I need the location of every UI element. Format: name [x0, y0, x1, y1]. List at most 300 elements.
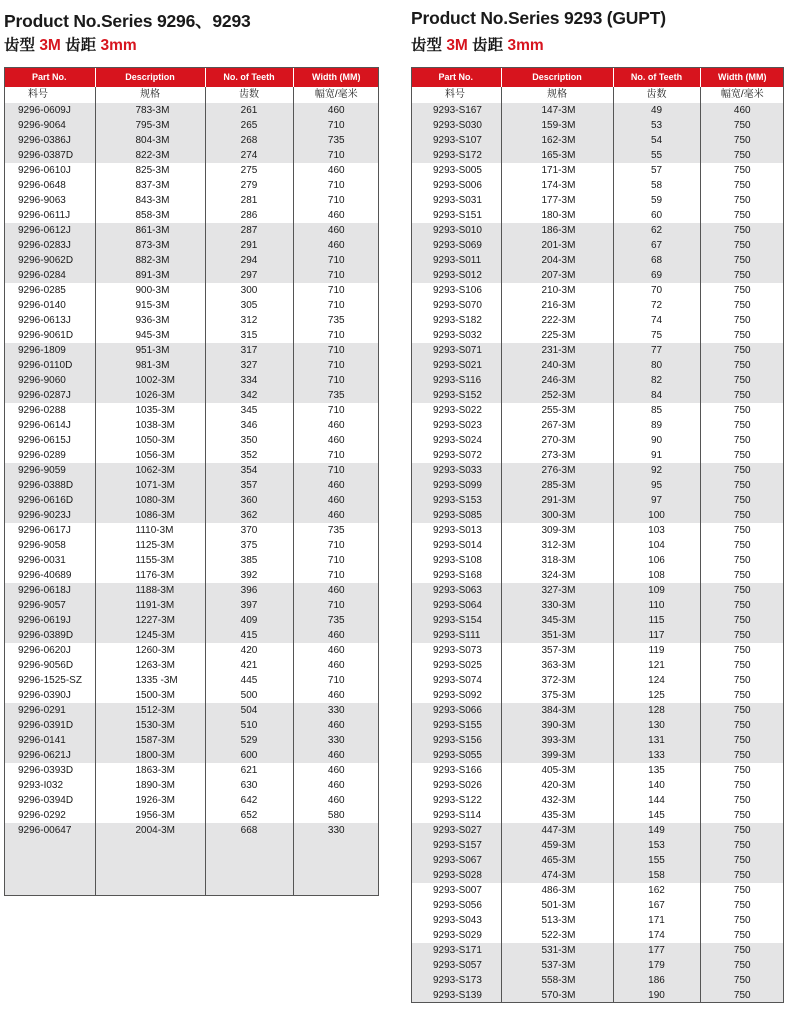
- part-no-cell: 9293-S157: [411, 838, 501, 853]
- table-row: [411, 343, 784, 358]
- teeth-cell: 279: [205, 178, 293, 193]
- description-cell: 537-3M: [501, 958, 613, 973]
- part-no-cell: 9296-0387D: [4, 148, 95, 163]
- teeth-cell: 85: [613, 403, 700, 418]
- width-cell: 750: [700, 133, 784, 148]
- pitch-label: 齿距: [467, 37, 508, 54]
- description-cell: 945-3M: [95, 328, 205, 343]
- part-no-cell: 9293-S072: [411, 448, 501, 463]
- width-cell: 460: [293, 718, 379, 733]
- description-cell: 915-3M: [95, 298, 205, 313]
- table-row: [4, 208, 379, 223]
- width-cell: 750: [700, 958, 784, 973]
- part-no-cell: 9293-S099: [411, 478, 501, 493]
- description-cell: 1026-3M: [95, 388, 205, 403]
- description-cell: 858-3M: [95, 208, 205, 223]
- part-no-cell: 9296-0616D: [4, 493, 95, 508]
- teeth-cell: 57: [613, 163, 700, 178]
- teeth-cell: 128: [613, 703, 700, 718]
- description-cell: 270-3M: [501, 433, 613, 448]
- teeth-cell: 350: [205, 433, 293, 448]
- teeth-cell: 291: [205, 238, 293, 253]
- description-cell: 531-3M: [501, 943, 613, 958]
- table-row: [411, 208, 784, 223]
- width-cell: 750: [700, 688, 784, 703]
- description-cell: 393-3M: [501, 733, 613, 748]
- table-row: [411, 673, 784, 688]
- teeth-cell: 177: [613, 943, 700, 958]
- teeth-cell: 131: [613, 733, 700, 748]
- part-no-cell: 9296-0609J: [4, 103, 95, 118]
- teeth-cell: 345: [205, 403, 293, 418]
- width-cell: 460: [700, 103, 784, 118]
- teeth-cell: 274: [205, 148, 293, 163]
- description-cell: 375-3M: [501, 688, 613, 703]
- table-filler-row: [4, 838, 379, 896]
- table-row: [411, 493, 784, 508]
- teeth-cell: 58: [613, 178, 700, 193]
- teeth-cell: 275: [205, 163, 293, 178]
- teeth-cell: 668: [205, 823, 293, 838]
- width-cell: 710: [293, 328, 379, 343]
- part-no-cell: 9296-9062D: [4, 253, 95, 268]
- part-no-cell: 9293-S116: [411, 373, 501, 388]
- pitch-label: 齿距: [60, 37, 101, 54]
- width-cell: 750: [700, 508, 784, 523]
- width-cell: 710: [293, 553, 379, 568]
- table-row: [4, 433, 379, 448]
- description-cell: 783-3M: [95, 103, 205, 118]
- tooth-type-value: 3M: [446, 37, 468, 54]
- width-cell: 750: [700, 433, 784, 448]
- description-cell: 558-3M: [501, 973, 613, 988]
- part-no-cell: 9293-S070: [411, 298, 501, 313]
- part-no-cell: 9293-S152: [411, 388, 501, 403]
- width-cell: 750: [700, 823, 784, 838]
- description-cell: 882-3M: [95, 253, 205, 268]
- description-cell: 222-3M: [501, 313, 613, 328]
- teeth-cell: 80: [613, 358, 700, 373]
- teeth-cell: 179: [613, 958, 700, 973]
- description-cell: 273-3M: [501, 448, 613, 463]
- description-cell: 447-3M: [501, 823, 613, 838]
- description-cell: 822-3M: [95, 148, 205, 163]
- teeth-cell: 312: [205, 313, 293, 328]
- teeth-cell: 529: [205, 733, 293, 748]
- table-row: [4, 283, 379, 298]
- table-row: [411, 598, 784, 613]
- table-row: [411, 613, 784, 628]
- description-cell: 177-3M: [501, 193, 613, 208]
- width-cell: 710: [293, 298, 379, 313]
- width-cell: 580: [293, 808, 379, 823]
- part-no-cell: 9296-0617J: [4, 523, 95, 538]
- table-row: [4, 403, 379, 418]
- teeth-cell: 55: [613, 148, 700, 163]
- table-row: [411, 958, 784, 973]
- table-row: [411, 913, 784, 928]
- width-cell: 750: [700, 628, 784, 643]
- description-cell: 1056-3M: [95, 448, 205, 463]
- table-row: [411, 703, 784, 718]
- table-row: [411, 103, 784, 118]
- description-cell: 1086-3M: [95, 508, 205, 523]
- table-row: [4, 493, 379, 508]
- tooth-type-label: 齿型: [411, 37, 447, 54]
- part-no-cell: 9296-0613J: [4, 313, 95, 328]
- table-row: [4, 313, 379, 328]
- table-row: [4, 448, 379, 463]
- teeth-cell: 420: [205, 643, 293, 658]
- description-cell: 324-3M: [501, 568, 613, 583]
- teeth-cell: 92: [613, 463, 700, 478]
- header-description: Description: [95, 67, 205, 87]
- table-row: [411, 523, 784, 538]
- width-cell: 750: [700, 763, 784, 778]
- teeth-cell: 149: [613, 823, 700, 838]
- width-cell: 710: [293, 343, 379, 358]
- teeth-cell: 342: [205, 388, 293, 403]
- table-row: [411, 808, 784, 823]
- teeth-cell: 642: [205, 793, 293, 808]
- description-cell: 843-3M: [95, 193, 205, 208]
- table-row: [411, 253, 784, 268]
- teeth-cell: 59: [613, 193, 700, 208]
- width-cell: 750: [700, 478, 784, 493]
- width-cell: 460: [293, 433, 379, 448]
- part-no-cell: 9293-S030: [411, 118, 501, 133]
- teeth-cell: 108: [613, 568, 700, 583]
- part-no-cell: 9293-S025: [411, 658, 501, 673]
- description-cell: 1038-3M: [95, 418, 205, 433]
- width-cell: 750: [700, 838, 784, 853]
- description-cell: 165-3M: [501, 148, 613, 163]
- part-no-cell: 9296-0283J: [4, 238, 95, 253]
- table-row: [4, 358, 379, 373]
- width-cell: 460: [293, 748, 379, 763]
- table-row: [4, 703, 379, 718]
- part-no-cell: 9293-S156: [411, 733, 501, 748]
- description-cell: 291-3M: [501, 493, 613, 508]
- width-cell: 750: [700, 808, 784, 823]
- description-cell: 1890-3M: [95, 778, 205, 793]
- table-row: [4, 103, 379, 118]
- part-no-cell: 9293-S071: [411, 343, 501, 358]
- teeth-cell: 121: [613, 658, 700, 673]
- left-product-table: [4, 67, 379, 896]
- teeth-cell: 385: [205, 553, 293, 568]
- description-cell: 300-3M: [501, 508, 613, 523]
- description-cell: 891-3M: [95, 268, 205, 283]
- pitch-value: 3mm: [507, 37, 544, 54]
- teeth-cell: 135: [613, 763, 700, 778]
- right-table-body: [411, 103, 784, 1003]
- description-cell: 1050-3M: [95, 433, 205, 448]
- part-no-cell: 9293-S182: [411, 313, 501, 328]
- width-cell: 750: [700, 748, 784, 763]
- tooth-type-value: 3M: [39, 37, 61, 54]
- width-cell: 460: [293, 493, 379, 508]
- teeth-cell: 352: [205, 448, 293, 463]
- table-row: [411, 748, 784, 763]
- teeth-cell: 155: [613, 853, 700, 868]
- width-cell: 750: [700, 493, 784, 508]
- part-no-cell: 9293-S012: [411, 268, 501, 283]
- part-no-cell: 9296-9058: [4, 538, 95, 553]
- table-row: [411, 973, 784, 988]
- table-row: [411, 118, 784, 133]
- width-cell: 710: [293, 193, 379, 208]
- description-cell: 216-3M: [501, 298, 613, 313]
- teeth-cell: 110: [613, 598, 700, 613]
- part-no-cell: 9296-0394D: [4, 793, 95, 808]
- width-cell: 710: [293, 568, 379, 583]
- part-no-cell: 9296-0390J: [4, 688, 95, 703]
- part-no-cell: 9296-9064: [4, 118, 95, 133]
- part-no-cell: 9296-0291: [4, 703, 95, 718]
- part-no-cell: 9296-0619J: [4, 613, 95, 628]
- width-cell: 330: [293, 703, 379, 718]
- part-no-cell: 9293-S069: [411, 238, 501, 253]
- description-cell: 345-3M: [501, 613, 613, 628]
- teeth-cell: 140: [613, 778, 700, 793]
- teeth-cell: 297: [205, 268, 293, 283]
- width-cell: 750: [700, 733, 784, 748]
- table-row: [411, 388, 784, 403]
- teeth-cell: 167: [613, 898, 700, 913]
- teeth-cell: 144: [613, 793, 700, 808]
- teeth-cell: 396: [205, 583, 293, 598]
- description-cell: 1002-3M: [95, 373, 205, 388]
- width-cell: 710: [293, 463, 379, 478]
- table-row: [411, 148, 784, 163]
- teeth-cell: 153: [613, 838, 700, 853]
- header-cn-part-no: 料号: [411, 87, 501, 103]
- width-cell: 460: [293, 778, 379, 793]
- teeth-cell: 60: [613, 208, 700, 223]
- part-no-cell: 9296-0611J: [4, 208, 95, 223]
- part-no-cell: 9293-S011: [411, 253, 501, 268]
- part-no-cell: 9293-S111: [411, 628, 501, 643]
- width-cell: 460: [293, 418, 379, 433]
- part-no-cell: 9293-S014: [411, 538, 501, 553]
- table-row: [4, 178, 379, 193]
- part-no-cell: 9293-S007: [411, 883, 501, 898]
- width-cell: 460: [293, 103, 379, 118]
- description-cell: 1245-3M: [95, 628, 205, 643]
- part-no-cell: 9293-S013: [411, 523, 501, 538]
- table-row: [4, 478, 379, 493]
- width-cell: 750: [700, 163, 784, 178]
- part-no-cell: 9296-0292: [4, 808, 95, 823]
- header-cn-teeth: 齿数: [205, 87, 293, 103]
- part-no-cell: 9296-9023J: [4, 508, 95, 523]
- description-cell: 1500-3M: [95, 688, 205, 703]
- header-row-cn: [411, 87, 784, 103]
- width-cell: 750: [700, 268, 784, 283]
- table-row: [411, 988, 784, 1003]
- description-cell: 204-3M: [501, 253, 613, 268]
- teeth-cell: 287: [205, 223, 293, 238]
- description-cell: 1926-3M: [95, 793, 205, 808]
- description-cell: 246-3M: [501, 373, 613, 388]
- description-cell: 285-3M: [501, 478, 613, 493]
- table-row: [4, 748, 379, 763]
- description-cell: 351-3M: [501, 628, 613, 643]
- table-row: [4, 508, 379, 523]
- width-cell: 460: [293, 478, 379, 493]
- table-row: [411, 403, 784, 418]
- teeth-cell: 133: [613, 748, 700, 763]
- teeth-cell: 130: [613, 718, 700, 733]
- table-row: [4, 523, 379, 538]
- header-cn-width: 幅宽/毫米: [293, 87, 379, 103]
- width-cell: 710: [293, 178, 379, 193]
- part-no-cell: 9293-S032: [411, 328, 501, 343]
- width-cell: 460: [293, 643, 379, 658]
- part-no-cell: 9293-S172: [411, 148, 501, 163]
- part-no-cell: 9296-0618J: [4, 583, 95, 598]
- description-cell: 465-3M: [501, 853, 613, 868]
- empty-cell: [4, 838, 95, 896]
- table-row: [411, 568, 784, 583]
- description-cell: 240-3M: [501, 358, 613, 373]
- width-cell: 710: [293, 538, 379, 553]
- description-cell: 1035-3M: [95, 403, 205, 418]
- description-cell: 1155-3M: [95, 553, 205, 568]
- table-row: [411, 178, 784, 193]
- description-cell: 1176-3M: [95, 568, 205, 583]
- description-cell: 384-3M: [501, 703, 613, 718]
- description-cell: 420-3M: [501, 778, 613, 793]
- width-cell: 750: [700, 523, 784, 538]
- teeth-cell: 72: [613, 298, 700, 313]
- part-no-cell: 9293-S056: [411, 898, 501, 913]
- table-row: [4, 238, 379, 253]
- description-cell: 1512-3M: [95, 703, 205, 718]
- teeth-cell: 186: [613, 973, 700, 988]
- width-cell: 460: [293, 508, 379, 523]
- table-row: [411, 763, 784, 778]
- teeth-cell: 370: [205, 523, 293, 538]
- part-no-cell: 9296-00647: [4, 823, 95, 838]
- part-no-cell: 9293-S085: [411, 508, 501, 523]
- part-no-cell: 9293-S005: [411, 163, 501, 178]
- teeth-cell: 600: [205, 748, 293, 763]
- description-cell: 795-3M: [95, 118, 205, 133]
- teeth-cell: 375: [205, 538, 293, 553]
- width-cell: 460: [293, 208, 379, 223]
- header-description: Description: [501, 67, 613, 87]
- table-row: [411, 718, 784, 733]
- description-cell: 399-3M: [501, 748, 613, 763]
- teeth-cell: 268: [205, 133, 293, 148]
- part-no-cell: 9296-0141: [4, 733, 95, 748]
- table-row: [4, 763, 379, 778]
- description-cell: 936-3M: [95, 313, 205, 328]
- teeth-cell: 158: [613, 868, 700, 883]
- width-cell: 710: [293, 268, 379, 283]
- teeth-cell: 360: [205, 493, 293, 508]
- table-row: [411, 298, 784, 313]
- description-cell: 1227-3M: [95, 613, 205, 628]
- part-no-cell: 9293-S027: [411, 823, 501, 838]
- table-row: [4, 388, 379, 403]
- width-cell: 750: [700, 928, 784, 943]
- description-cell: 1080-3M: [95, 493, 205, 508]
- description-cell: 1125-3M: [95, 538, 205, 553]
- part-no-cell: 9293-S153: [411, 493, 501, 508]
- description-cell: 1263-3M: [95, 658, 205, 673]
- width-cell: 750: [700, 283, 784, 298]
- description-cell: 486-3M: [501, 883, 613, 898]
- part-no-cell: 9296-0648: [4, 178, 95, 193]
- width-cell: 750: [700, 448, 784, 463]
- teeth-cell: 305: [205, 298, 293, 313]
- description-cell: 951-3M: [95, 343, 205, 358]
- description-cell: 1335 -3M: [95, 673, 205, 688]
- description-cell: 162-3M: [501, 133, 613, 148]
- part-no-cell: 9296-0284: [4, 268, 95, 283]
- part-no-cell: 9293-S108: [411, 553, 501, 568]
- teeth-cell: 346: [205, 418, 293, 433]
- description-cell: 861-3M: [95, 223, 205, 238]
- teeth-cell: 652: [205, 808, 293, 823]
- description-cell: 327-3M: [501, 583, 613, 598]
- teeth-cell: 74: [613, 313, 700, 328]
- left-series-title: Product No.Series 9296、9293: [4, 11, 251, 31]
- table-row: [4, 598, 379, 613]
- part-no-cell: 9293-S171: [411, 943, 501, 958]
- table-row: [4, 568, 379, 583]
- width-cell: 735: [293, 613, 379, 628]
- part-no-cell: 9296-9060: [4, 373, 95, 388]
- part-no-cell: 9293-S167: [411, 103, 501, 118]
- width-cell: 750: [700, 343, 784, 358]
- right-pitch-subtitle: [411, 33, 544, 55]
- description-cell: 210-3M: [501, 283, 613, 298]
- table-row: [411, 448, 784, 463]
- part-no-cell: 9293-S106: [411, 283, 501, 298]
- description-cell: 432-3M: [501, 793, 613, 808]
- table-row: [411, 538, 784, 553]
- table-row: [4, 148, 379, 163]
- part-no-cell: 9296-0288: [4, 403, 95, 418]
- part-no-cell: 9293-S021: [411, 358, 501, 373]
- width-cell: 710: [293, 283, 379, 298]
- width-cell: 460: [293, 223, 379, 238]
- teeth-cell: 104: [613, 538, 700, 553]
- width-cell: 460: [293, 583, 379, 598]
- width-cell: 460: [293, 163, 379, 178]
- width-cell: 750: [700, 538, 784, 553]
- table-row: [411, 508, 784, 523]
- table-row: [411, 883, 784, 898]
- header-width: Width (MM): [293, 67, 379, 87]
- description-cell: 1110-3M: [95, 523, 205, 538]
- description-cell: 312-3M: [501, 538, 613, 553]
- table-row: [4, 778, 379, 793]
- empty-cell: [293, 838, 379, 896]
- width-cell: 750: [700, 613, 784, 628]
- table-row: [411, 328, 784, 343]
- teeth-cell: 334: [205, 373, 293, 388]
- description-cell: 252-3M: [501, 388, 613, 403]
- teeth-cell: 300: [205, 283, 293, 298]
- table-row: [411, 658, 784, 673]
- description-cell: 1062-3M: [95, 463, 205, 478]
- width-cell: 750: [700, 883, 784, 898]
